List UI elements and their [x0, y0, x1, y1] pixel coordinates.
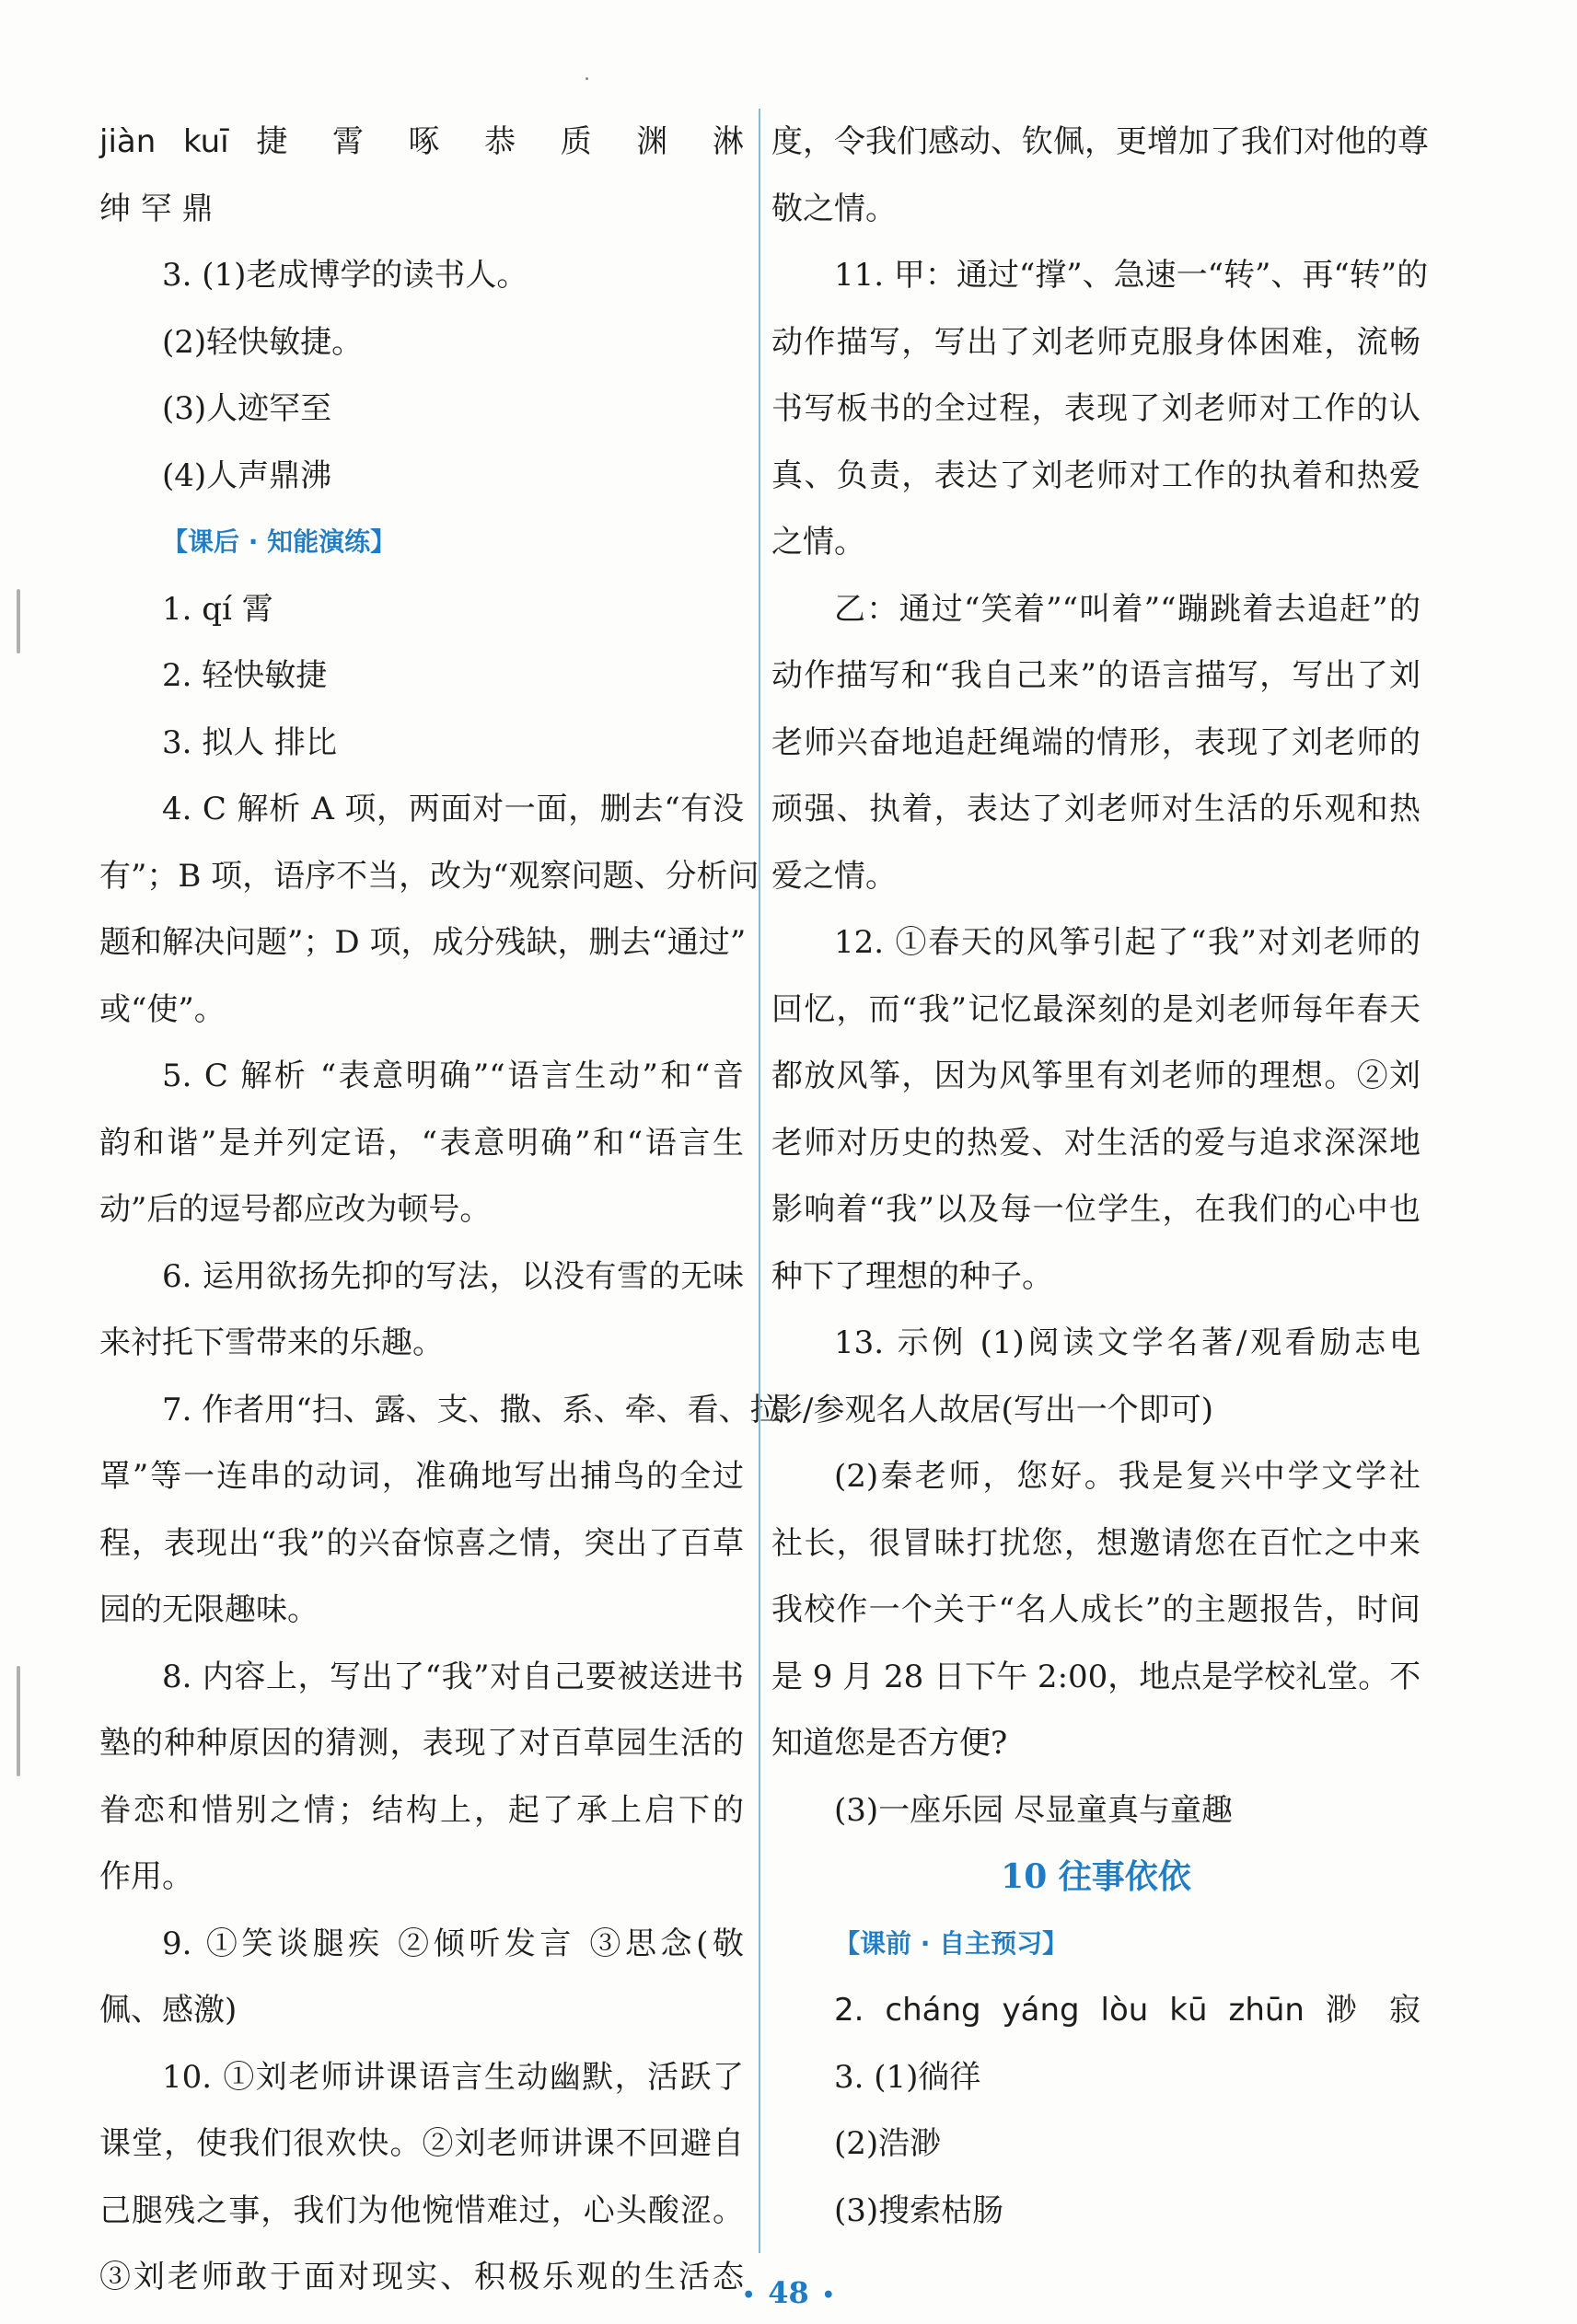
- page-number-dot-left: •: [742, 2283, 756, 2307]
- answer-line: 种下了理想的种子。: [771, 1257, 1053, 1295]
- answer-line: 己腿残之事，我们为他惋惜难过，心头酸涩。: [99, 2191, 744, 2229]
- answer-line: 塾的种种原因的猜测，表现了对百草园生活的: [99, 1725, 744, 1762]
- answer-line: 我校作一个关于“名人成长”的主题报告，时间: [771, 1591, 1420, 1628]
- answer-line: 真、负责，表达了刘老师对工作的执着和热爱: [771, 457, 1420, 494]
- answer-line: 或“使”。: [99, 990, 226, 1028]
- answer-line: 2. 轻快敏捷: [162, 657, 328, 694]
- answer-line: 敬之情。: [771, 190, 897, 227]
- answer-line: 5. C 解析 “表意明确”“语言生动”和“音: [162, 1058, 744, 1094]
- answer-line: 动作描写，写出了刘老师克服身体困难，流畅: [771, 323, 1420, 361]
- answer-line: 社长，很冒昧打扰您，想邀请您在百忙之中来: [771, 1524, 1420, 1562]
- right-column: [771, 109, 1429, 2244]
- answer-line: 9. ①笑谈腿疾 ②倾听发言 ③思念(敬: [162, 1925, 744, 1962]
- scan-speck: [586, 77, 588, 80]
- answer-line: 绅 罕 鼎: [99, 190, 214, 227]
- answer-line: 眷恋和惜别之情；结构上，起了承上启下的: [99, 1791, 744, 1829]
- answer-line: 12. ①春天的风筝引起了“我”对刘老师的: [834, 924, 1420, 961]
- answer-line: 7. 作者用“扫、露、支、撒、系、牵、看、拉、: [162, 1391, 813, 1428]
- answer-line: (2)轻快敏捷。: [162, 323, 364, 361]
- page-number-value: 48: [768, 2275, 809, 2310]
- answer-line: 都放风筝，因为风筝里有刘老师的理想。②刘: [771, 1058, 1420, 1094]
- answer-line: 题和解决问题”；D 项，成分残缺，删去“通过”: [99, 924, 747, 961]
- answer-line: 作用。: [99, 1858, 193, 1895]
- answer-line: 有”；B 项，语序不当，改为“观察问题、分析问: [99, 857, 760, 895]
- answer-line: jiàn kuī 捷 霄 啄 恭 质 渊 淋: [99, 123, 744, 160]
- answer-line: 13. 示例 (1)阅读文学名著/观看励志电: [834, 1324, 1420, 1361]
- scan-mark-top: [17, 589, 20, 653]
- answer-line: 回忆，而“我”记忆最深刻的是刘老师每年春天: [771, 990, 1420, 1028]
- answer-line: 8. 内容上，写出了“我”对自己要被送进书: [162, 1658, 744, 1695]
- answer-line: 罩”等一连串的动词，准确地写出捕鸟的全过: [99, 1458, 744, 1495]
- chapter-title: 10 往事依依: [1001, 1857, 1191, 1896]
- answer-line: 影响着“我”以及每一位学生，在我们的心中也: [771, 1191, 1420, 1228]
- answer-line: 4. C 解析 A 项，两面对一面，删去“有没: [162, 791, 744, 827]
- answer-line: ③刘老师敢于面对现实、积极乐观的生活态: [99, 2259, 744, 2295]
- answer-line: 3. (1)徜徉: [834, 2058, 981, 2096]
- answer-line: 之情。: [771, 524, 865, 561]
- column-divider: [759, 109, 760, 2253]
- page-number-dot-right: •: [821, 2283, 835, 2307]
- answer-line: 课堂，使我们很欢快。②刘老师讲课不回避自: [99, 2125, 744, 2162]
- answer-line: (3)一座乐园 尽显童真与童趣: [834, 1791, 1233, 1829]
- answer-line: 爱之情。: [771, 857, 897, 895]
- answer-line: (3)人迹罕至: [162, 390, 332, 427]
- answer-line: 是 9 月 28 日下午 2:00，地点是学校礼堂。不: [771, 1658, 1421, 1695]
- answer-line: 3. (1)老成博学的读书人。: [162, 257, 528, 294]
- answer-line: 10. ①刘老师讲课语言生动幽默，活跃了: [162, 2058, 744, 2096]
- answer-line: (2)浩渺: [834, 2125, 942, 2162]
- answer-line: 6. 运用欲扬先抑的写法，以没有雪的无味: [162, 1257, 744, 1295]
- answer-line: 乙：通过“笑着”“叫着”“蹦跳着去追赶”的: [834, 590, 1420, 628]
- answer-line: 影/参观名人故居(写出一个即可): [771, 1391, 1213, 1428]
- answer-line: 园的无限趣味。: [99, 1591, 319, 1628]
- answer-line: (2)秦老师，您好。我是复兴中学文学社: [834, 1458, 1420, 1495]
- answer-line: 3. 拟人 排比: [162, 723, 338, 761]
- answer-line: 顽强、执着，表达了刘老师对生活的乐观和热: [771, 791, 1420, 827]
- answer-line: 来衬托下雪带来的乐趣。: [99, 1324, 444, 1361]
- answer-line: 11. 甲：通过“撑”、急速一“转”、再“转”的: [834, 257, 1429, 294]
- scan-mark-bottom: [17, 1666, 20, 1776]
- answer-line: 动作描写和“我自己来”的语言描写，写出了刘: [771, 657, 1420, 694]
- answer-line: 书写板书的全过程，表现了刘老师对工作的认: [771, 390, 1420, 427]
- answer-line: 程，表现出“我”的兴奋惊喜之情，突出了百草: [99, 1524, 744, 1562]
- answer-line: 老师兴奋地追赶绳端的情形，表现了刘老师的: [771, 723, 1420, 761]
- section-heading: 【课前 · 自主预习】: [834, 1927, 1069, 1959]
- answer-line: (3)搜索枯肠: [834, 2191, 1004, 2229]
- answer-line: 韵和谐”是并列定语，“表意明确”和“语言生: [99, 1124, 744, 1162]
- answer-line: 动”后的逗号都应改为顿号。: [99, 1191, 492, 1228]
- answer-line: 2. cháng yáng lòu kū zhūn 渺 寂: [834, 1992, 1420, 2029]
- page-number: [0, 2275, 1577, 2310]
- answer-line: 老师对历史的热爱、对生活的爱与追求深深地: [771, 1124, 1420, 1162]
- answer-line: 知道您是否方便?: [771, 1725, 1008, 1762]
- answer-line: 佩、感激): [99, 1992, 238, 2029]
- answer-line: 1. qí 霄: [162, 590, 273, 628]
- answer-line: (4)人声鼎沸: [162, 457, 332, 494]
- answer-line: 度，令我们感动、钦佩，更增加了我们对他的尊: [771, 123, 1429, 160]
- section-heading: 【课后 · 知能演练】: [162, 526, 397, 557]
